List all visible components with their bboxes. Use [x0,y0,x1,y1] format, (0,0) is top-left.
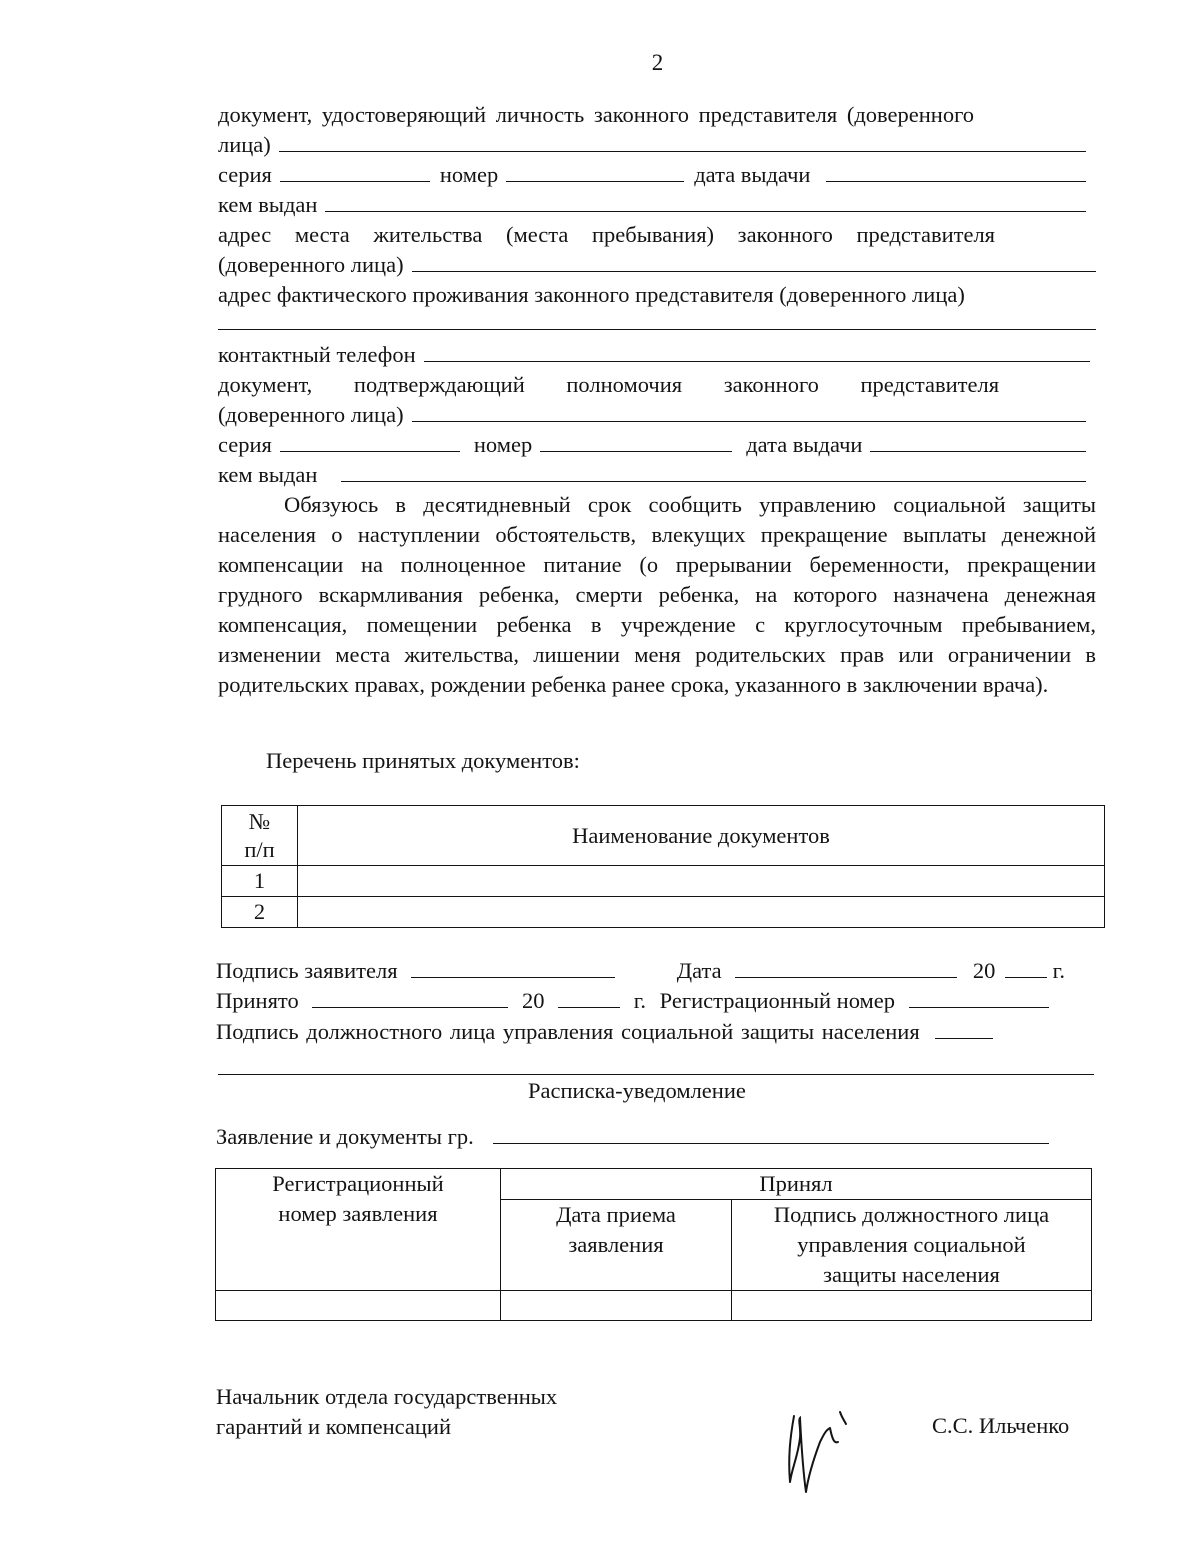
receipt-table [215,1168,1092,1321]
col-official-header [732,1200,1092,1291]
number-field[interactable] [506,162,684,182]
residence-field[interactable] [412,252,1096,272]
issued-by-label: кем выдан [218,192,318,217]
series-line [218,160,1096,190]
receipt-reg-number-cell[interactable] [216,1291,501,1321]
receipt-applicant-field[interactable] [493,1124,1049,1144]
applicant-signature-field[interactable] [411,958,615,978]
actual-address-field-line [218,310,1096,340]
residence-line [218,220,1096,250]
col-name-header: Наименование документов [298,806,1105,866]
issued-by-line [218,190,1096,220]
documents-list-title: Перечень принятых документов: [266,748,580,773]
official-signature-field[interactable] [935,1019,993,1039]
col-date-line1: Дата приема [556,1202,676,1227]
series-label: серия [218,162,272,187]
col-official-line3: защиты населения [823,1262,1000,1287]
issued-by2-field[interactable] [341,462,1086,482]
obligation-paragraph: Обязуюсь в десятидневный срок сообщить управлению социальной защиты населения о наступлении обстоятельств, влекущих прекращение выплаты денежной компенсации на полноценное питание (о прерывании беременности, прекращении грудного вскармливания ребенка, смерти ребенка, на которого назначена денежная компенсация, помещении ребенка в учреждение с круглосуточным пребыванием, изменении места жительства, лишении меня родительских прав или ограничении в родительских правах, рождении ребенка ранее срока, указанного в заключении врача). [218,492,1096,697]
series2-label: серия [218,432,272,457]
accepted-year-prefix: 20 [521,988,545,1013]
col-number-line2: п/п [244,836,275,862]
col-official-line1: Подпись должностного лица [773,1202,1050,1227]
number2-field[interactable] [540,432,732,452]
footer-name: С.С. Ильченко [932,1413,1070,1438]
accepted-year-suffix: г. [633,988,647,1013]
col-number-line1: № [248,808,271,834]
accepted-field[interactable] [312,988,508,1008]
issued-by2-label: кем выдан [218,462,318,487]
residence-label-cont: (доверенного лица) [218,252,404,277]
date-label: Дата [676,958,722,983]
receipt-statement-label: Заявление и документы гр. [216,1124,474,1149]
row-number: 2 [222,897,298,928]
col-reg-number-line2: номер заявления [278,1201,438,1226]
col-date-line2: заявления [568,1232,664,1257]
table-row [216,1291,1092,1321]
authority-doc-label: документ, подтверждающий полномочия законного представителя [218,372,1000,397]
issue-date2-field[interactable] [870,432,1086,452]
issue-date-field[interactable] [826,162,1086,182]
authority-doc-cont-line [218,400,1096,430]
number2-label: номер [473,432,533,457]
series2-field[interactable] [280,432,460,452]
series2-line [218,430,1096,460]
col-reg-number-line1: Регистрационный [272,1171,444,1196]
year-field[interactable] [1005,958,1047,978]
phone-line [218,340,1096,370]
id-document-label-cont: лица) [218,132,271,157]
issued-by-field[interactable] [325,192,1086,212]
documents-table [221,805,1105,928]
authority-doc-label-cont: (доверенного лица) [218,402,404,427]
receipt-title: Расписка-уведомление [528,1078,746,1103]
official-signature-line [216,1017,993,1047]
actual-address-field[interactable] [218,310,1096,330]
col-date-header [501,1200,732,1291]
section-divider [218,1074,1094,1075]
number-label: номер [439,162,499,187]
residence-cont-line [218,250,1096,280]
page-number: 2 [651,50,664,75]
year-prefix: 20 [972,958,996,983]
authority-doc-field[interactable] [412,402,1086,422]
accepted-label: Принято [216,988,299,1013]
table-row [222,897,1105,928]
id-document-label: документ, удостоверяющий личность законного представителя (доверенного [218,102,974,127]
footer-position-line1: Начальник отдела государственных [216,1384,558,1409]
phone-field[interactable] [424,342,1090,362]
applicant-signature-label: Подпись заявителя [216,958,398,983]
accepted-year-field[interactable] [558,988,620,1008]
series-field[interactable] [280,162,430,182]
official-signature-label: Подпись должностного лица управления социальной защиты населения [216,1019,920,1044]
id-document-line [218,100,1096,130]
year-suffix: г. [1052,958,1065,983]
row-document-name[interactable] [298,897,1105,928]
actual-address-line [218,280,1096,310]
applicant-signature-line [216,956,1096,986]
representative-section [218,100,1096,723]
date-field[interactable] [735,958,957,978]
col-accepted-header: Принял [501,1169,1092,1200]
actual-address-label: адрес фактического проживания законного представителя (доверенного лица) [218,282,965,307]
col-official-line2: управления социальной [797,1232,1026,1257]
reg-number-label: Регистрационный номер [659,988,896,1013]
accepted-line [216,986,1049,1016]
receipt-official-cell[interactable] [732,1291,1092,1321]
id-document-cont-line [218,130,1096,160]
receipt-date-cell[interactable] [501,1291,732,1321]
row-document-name[interactable] [298,866,1105,897]
documents-table-header [222,806,1105,866]
footer-position [216,1382,557,1442]
receipt-header-row [216,1169,1092,1200]
table-row [222,866,1105,897]
issued-by2-line [218,460,1096,490]
authority-doc-line [218,370,1096,400]
row-number: 1 [222,866,298,897]
reg-number-field[interactable] [909,988,1049,1008]
footer-position-line2: гарантий и компенсаций [216,1414,451,1439]
signature [780,1398,870,1498]
col-reg-number-header [216,1169,501,1291]
issue-date2-label: дата выдачи [746,432,863,457]
id-document-field[interactable] [279,132,1086,152]
issue-date-label: дата выдачи [694,162,811,187]
residence-label: адрес места жительства (места пребывания) законного представителя [218,222,996,247]
receipt-statement-line [216,1122,1049,1152]
phone-label: контактный телефон [218,342,416,367]
col-number-header [222,806,298,866]
